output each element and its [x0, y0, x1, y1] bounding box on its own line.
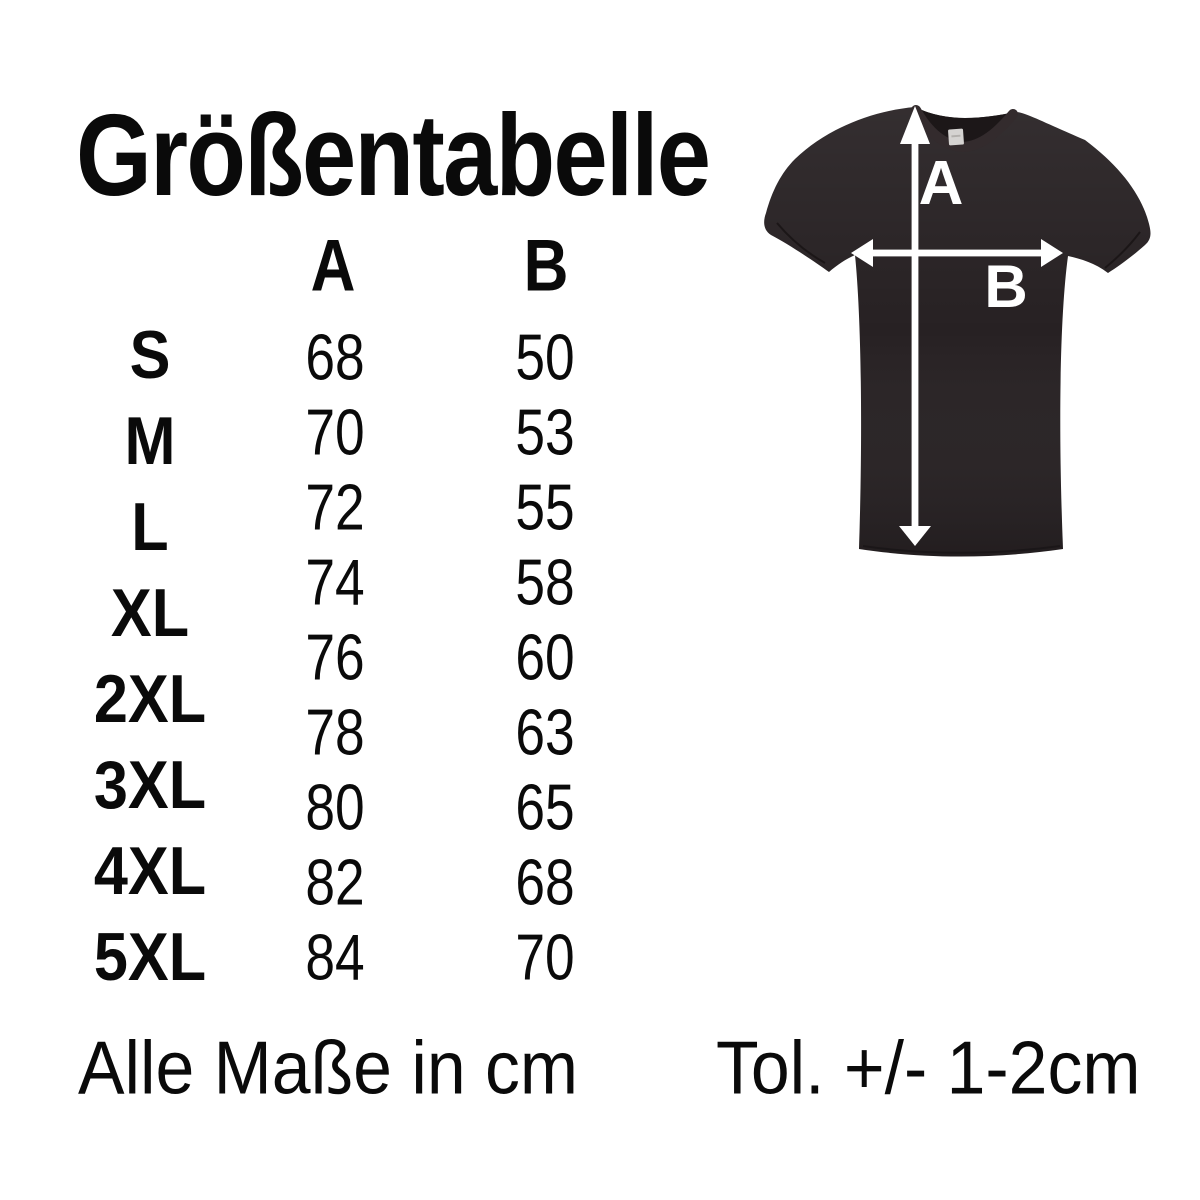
neck-label: [948, 128, 964, 145]
measurement-a-value: 78: [305, 695, 365, 769]
measurement-a-value: 76: [305, 620, 365, 694]
measurement-a-value: 74: [305, 545, 365, 619]
size-label: M: [124, 403, 176, 479]
size-label: 5XL: [93, 919, 207, 995]
column-header-a: A: [310, 225, 356, 307]
measurement-b-value: 50: [515, 320, 575, 394]
measurement-a-value: 68: [305, 320, 365, 394]
measurement-b-value: 70: [515, 920, 575, 994]
tshirt-measurement-diagram: [745, 85, 1165, 565]
size-label: 4XL: [93, 833, 207, 909]
measurement-a-value: 72: [305, 470, 365, 544]
measurement-b-value: 68: [515, 845, 575, 919]
measurement-b-value: 60: [515, 620, 575, 694]
size-label: L: [131, 489, 169, 565]
label-b: B: [984, 253, 1028, 320]
measurement-b-value: 58: [515, 545, 575, 619]
measurement-a-value: 80: [305, 770, 365, 844]
measurement-a-value: 84: [305, 920, 365, 994]
tolerance-note: Tol. +/- 1-2cm: [716, 1025, 1141, 1110]
size-label: XL: [110, 575, 190, 651]
label-a: A: [918, 149, 964, 218]
measurement-b-value: 65: [515, 770, 575, 844]
page-title: Größentabelle: [76, 90, 710, 220]
measurement-b-value: 53: [515, 395, 575, 469]
size-label: S: [129, 317, 171, 393]
measurement-a-value: 70: [305, 395, 365, 469]
units-note: Alle Maße in cm: [78, 1025, 579, 1110]
size-label: 2XL: [93, 661, 207, 737]
measurement-a-value: 82: [305, 845, 365, 919]
size-label: 3XL: [93, 747, 207, 823]
measurement-b-value: 63: [515, 695, 575, 769]
measurement-b-value: 55: [515, 470, 575, 544]
tshirt-svg: [745, 85, 1165, 565]
column-header-b: B: [523, 225, 569, 307]
